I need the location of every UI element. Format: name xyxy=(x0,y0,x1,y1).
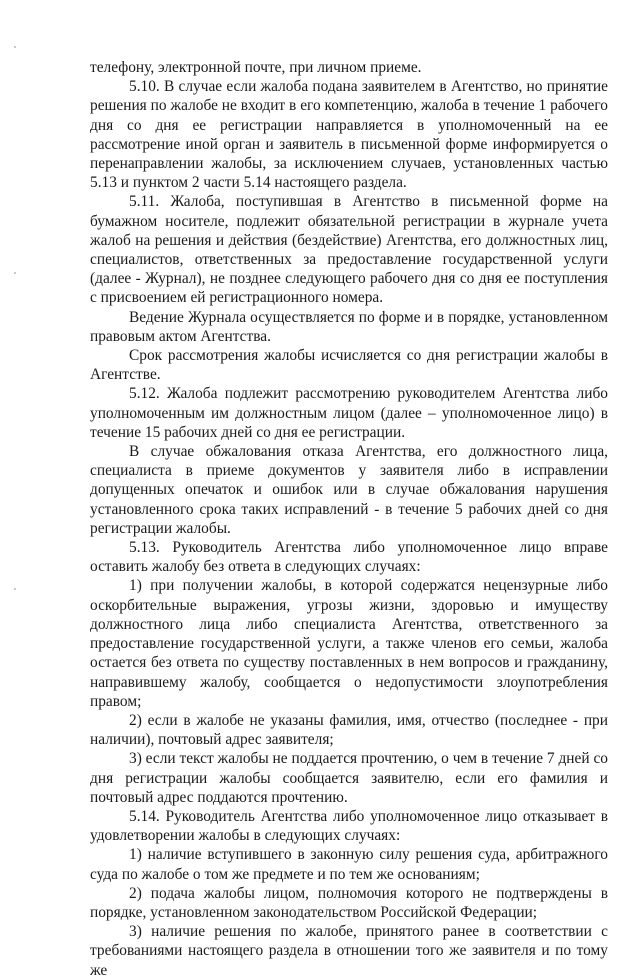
paragraph-5-13-item-3: 3) если текст жалобы не поддается прочтению, о чем в течение 7 дней со дня регистрации жалобы сообщается заявителю, если его фамилия и почтовый адрес поддаются прочтению. xyxy=(90,750,608,806)
paragraph-5-10: 5.10. В случае если жалоба подана заявителем в Агентство, но принятие решения по жалобе не входит в его компетенцию, жалоба в течение 1 рабочего дня со дня ее регистрации направляется в уполномоченный на ее рассмотрение иной орган и заявитель в письменной форме информируется о перенаправлении жалобы, за исключением случаев, установленных частью 5.13 и пунктом 2 части 5.14 настоящего раздела. xyxy=(90,78,608,192)
paragraph-5-14: 5.14. Руководитель Агентства либо уполномоченное лицо отказывает в удовлетворении жалобы в следующих случаях: xyxy=(90,807,608,845)
paragraph-continuation: телефону, электронной почте, при личном приеме. xyxy=(90,59,422,76)
paragraph-5-13-item-2: 2) если в жалобе не указаны фамилия, имя, отчество (последнее - при наличии), почтовый адрес заявителя; xyxy=(90,711,608,749)
paragraph-journal-procedure: Ведение Журнала осуществляется по форме и в порядке, установленном правовым актом Агентства. xyxy=(90,308,608,345)
paragraph-5-13-item-1: 1) при получении жалобы, в которой содержатся нецензурные либо оскорбительные выражения, угрозы жизни, здоровью и имуществу должностного лица либо специалиста Агентства, ответственного за предоставление государственной услуги, а также членов его семьи, жалоба остается без ответа по существу поставленных в нем вопросов и гражданину, направившему жалобу, сообщается о недопустимости злоупотребления правом; xyxy=(90,577,608,710)
paragraph-5-11: 5.11. Жалоба, поступившая в Агентство в письменной форме на бумажном носителе, подлежит обязательной регистрации в журнале учета жалоб на решения и действия (бездействие) Агентства, его должностных лиц, специалистов, ответственных за предоставление государственной услуги (далее - Журнал), не позднее следующего рабочего дня со дня ее поступления с присвоением ей регистрационного номера. xyxy=(90,193,608,307)
paragraph-5-14-item-2: 2) подача жалобы лицом, полномочия которого не подтверждены в порядке, установленном законодательством Российской Федерации; xyxy=(90,884,608,921)
scan-margin-dot xyxy=(14,588,16,590)
scan-margin-dot xyxy=(14,46,16,48)
paragraph-5-14-item-1: 1) наличие вступившего в законную силу решения суда, арбитражного суда по жалобе о том же предмете и по тем же основаниям; xyxy=(90,846,608,883)
paragraph-review-term: Срок рассмотрения жалобы исчисляется со дня регистрации жалобы в Агентстве. xyxy=(90,347,608,384)
scan-margin-dot xyxy=(14,272,16,274)
paragraph-5-12: 5.12. Жалоба подлежит рассмотрению руководителем Агентства либо уполномоченным им должностным лицом (далее – уполномоченное лицо) в течение 15 рабочих дней со дня ее регистрации. xyxy=(90,385,608,441)
paragraph-5-14-item-3: 3) наличие решения по жалобе, принятого ранее в соответствии с требованиями настоящего раздела в отношении того же заявителя и по тому же xyxy=(90,923,608,979)
paragraph-refusal-appeal: В случае обжалования отказа Агентства, его должностного лица, специалиста в приеме документов у заявителя либо в исправлении допущенных опечаток и ошибок или в случае обжалования нарушения установленного срока таких исправлений - в течение 5 рабочих дней со дня регистрации жалобы. xyxy=(90,443,608,537)
document-page xyxy=(90,58,608,980)
paragraph-5-13: 5.13. Руководитель Агентства либо уполномоченное лицо вправе оставить жалобу без ответа в следующих случаях: xyxy=(90,539,608,576)
